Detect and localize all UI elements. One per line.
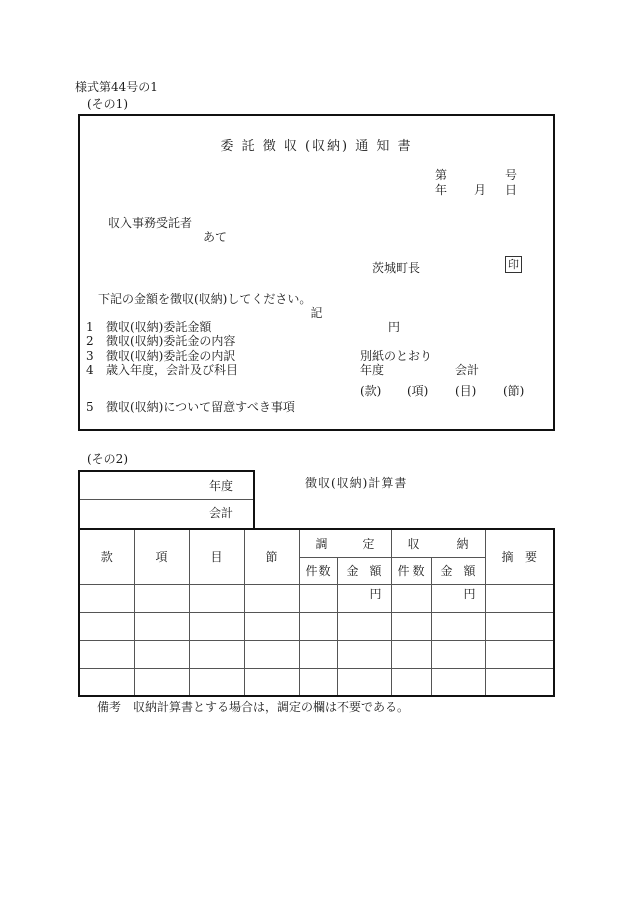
col-header-chotei-kensu: 件数	[299, 557, 337, 584]
seal-mark	[505, 256, 522, 273]
empty-cell	[299, 640, 337, 668]
calc-table	[78, 528, 555, 697]
subfield-kan: (款)	[360, 384, 382, 398]
issuer-name: 茨城町長	[372, 261, 421, 275]
notice-box	[78, 114, 555, 431]
col-header-shuno-kensu: 件数	[391, 557, 431, 584]
col-header-ko: 項	[134, 529, 189, 584]
remark-note	[97, 700, 409, 715]
instruction-text: 下記の金額を徴収(収納)してください。	[98, 292, 312, 306]
col-group-chotei: 調定	[299, 529, 391, 557]
empty-cell	[299, 612, 337, 640]
empty-cell	[431, 640, 485, 668]
chotei-kingaku-unit: 円	[337, 584, 391, 612]
empty-cell	[431, 612, 485, 640]
shuno-kingaku-unit: 円	[431, 584, 485, 612]
empty-cell	[79, 668, 134, 696]
seal-character: 印	[508, 258, 519, 271]
col-header-shuno-kingaku: 金額	[431, 557, 485, 584]
empty-cell	[485, 584, 554, 612]
col-header-moku: 目	[189, 529, 244, 584]
item-number: 2	[86, 334, 94, 348]
form-number: 様式第44号の1	[75, 80, 158, 94]
part2-label: (その2)	[87, 452, 128, 466]
item-label: 徴収(収納)委託金の内訳	[106, 349, 236, 363]
empty-cell	[391, 668, 431, 696]
notice-title: 委 託 徴 収 (収納) 通 知 書	[220, 139, 413, 154]
doc-number-prefix: 第	[435, 168, 448, 182]
calc-sheet-title: 徴収(収納)計算書	[305, 476, 408, 490]
item-label: 徴収(収納)委託金の内容	[106, 334, 236, 348]
empty-cell	[337, 612, 391, 640]
empty-cell	[244, 612, 299, 640]
col-header-chotei-kingaku: 金額	[337, 557, 391, 584]
item-value-nendo: 年度	[360, 363, 385, 377]
item-number: 4	[86, 363, 94, 377]
col-header-kan: 款	[79, 529, 134, 584]
empty-cell	[79, 584, 134, 612]
date-month-label: 月	[474, 183, 487, 197]
empty-cell	[134, 668, 189, 696]
empty-cell	[337, 668, 391, 696]
item-value: 別紙のとおり	[360, 349, 433, 363]
empty-cell	[79, 640, 134, 668]
item-number: 3	[86, 349, 94, 363]
item-label: 徴収(収納)委託金額	[106, 320, 212, 334]
empty-cell	[485, 668, 554, 696]
recipient-label: 収入事務受託者	[108, 216, 193, 230]
fiscal-year-row: 年度	[80, 472, 253, 500]
empty-cell	[189, 612, 244, 640]
empty-cell	[391, 640, 431, 668]
record-heading: 記	[310, 306, 323, 320]
item-label: 歳入年度，会計及び科目	[106, 363, 239, 377]
fiscal-year-box	[78, 470, 255, 528]
date-year-label: 年	[435, 183, 448, 197]
subfield-setsu: (節)	[503, 384, 525, 398]
empty-cell	[189, 640, 244, 668]
col-group-shuno: 収納	[391, 529, 485, 557]
empty-cell	[391, 584, 431, 612]
empty-cell	[299, 668, 337, 696]
col-header-tekiyo: 摘要	[485, 529, 554, 584]
item-number: 1	[86, 320, 94, 334]
empty-cell	[337, 640, 391, 668]
empty-cell	[244, 584, 299, 612]
account-row: 会計	[208, 506, 233, 520]
empty-cell	[134, 612, 189, 640]
empty-cell	[189, 584, 244, 612]
recipient-suffix: あて	[203, 230, 228, 244]
date-day-label: 日	[505, 183, 518, 197]
empty-cell	[299, 584, 337, 612]
item-value-kaikei: 会計	[455, 363, 480, 377]
part1-label: (その1)	[87, 97, 128, 111]
empty-cell	[134, 640, 189, 668]
item-label: 徴収(収納)について留意すべき事項	[106, 400, 295, 414]
subfield-moku: (目)	[455, 384, 477, 398]
calc-sheet	[78, 470, 555, 699]
empty-cell	[431, 668, 485, 696]
empty-cell	[134, 584, 189, 612]
remark-text: 収納計算書とする場合は，調定の欄は不要である。	[133, 700, 410, 714]
empty-cell	[485, 640, 554, 668]
empty-cell	[391, 612, 431, 640]
subfield-ko: (項)	[407, 384, 429, 398]
empty-cell	[79, 612, 134, 640]
remark-label: 備考	[97, 700, 122, 714]
col-header-setsu: 節	[244, 529, 299, 584]
empty-cell	[485, 612, 554, 640]
item-number: 5	[86, 400, 94, 414]
empty-cell	[244, 640, 299, 668]
empty-cell	[244, 668, 299, 696]
doc-number-suffix: 号	[505, 168, 518, 182]
item-value-yen: 円	[388, 320, 401, 334]
empty-cell	[189, 668, 244, 696]
